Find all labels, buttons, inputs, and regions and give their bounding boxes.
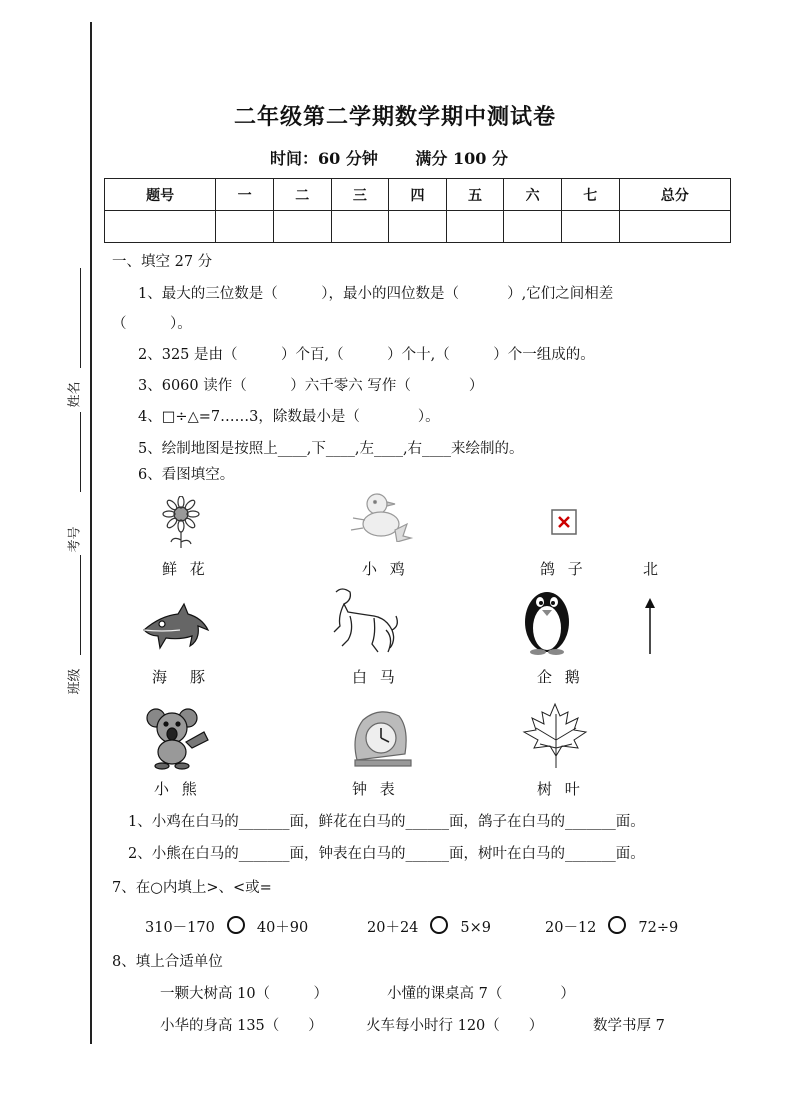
question-5: 5、绘制地图是按照上____,下____,左____,右____来绘制的。 xyxy=(138,441,524,457)
direction-fill-1: 1、小鸡在白马的_______面，鲜花在白马的______面，鸽子在白马的_______面。 xyxy=(128,814,645,830)
horse-caption: 白 马 xyxy=(352,668,399,686)
name-underline-2 xyxy=(80,412,81,492)
question-4: 4、□÷△=7……3，除数最小是（ ）。 xyxy=(138,409,440,425)
unit-c: 小华的身高 135（ ） xyxy=(160,1018,323,1034)
header-cell: 五 xyxy=(446,179,504,211)
compare-a xyxy=(145,916,308,937)
clock-icon xyxy=(345,706,417,770)
question-1-cont: （ ）。 xyxy=(112,316,192,332)
dolphin-icon xyxy=(140,596,212,658)
question-6: 6、看图填空。 xyxy=(138,467,235,483)
penguin-icon xyxy=(516,586,578,656)
clock-caption: 钟 表 xyxy=(352,780,399,798)
blank-cell[interactable] xyxy=(389,211,447,243)
section-heading: 一、填空 27 分 xyxy=(112,254,213,270)
blank-cell[interactable] xyxy=(105,211,216,243)
unit-a: 一颗大树高 10（ ） xyxy=(160,986,329,1002)
page-title: 二年级第二学期数学期中测试卷 xyxy=(233,104,556,130)
header-cell: 四 xyxy=(389,179,447,211)
name-label: 姓名 xyxy=(67,381,83,408)
chick-icon xyxy=(345,490,417,542)
id-underline xyxy=(80,555,81,655)
score-table-header-row xyxy=(105,179,731,211)
compare-c-left: 20－12 xyxy=(545,920,597,936)
dolphin-caption: 海 豚 xyxy=(152,668,210,686)
score-table xyxy=(104,178,731,243)
compare-a-left: 310－170 xyxy=(145,920,215,936)
name-underline xyxy=(80,268,81,368)
compare-a-right: 40＋90 xyxy=(256,920,309,936)
header-cell: 题号 xyxy=(105,179,216,211)
pigeon-caption: 鸽 子 xyxy=(540,560,587,578)
header-cell: 总分 xyxy=(619,179,730,211)
header-cell: 二 xyxy=(273,179,331,211)
horse-icon xyxy=(330,586,402,656)
blank-cell[interactable] xyxy=(331,211,389,243)
unit-e: 数学书厚 7 xyxy=(593,1018,665,1034)
compare-c xyxy=(545,916,678,937)
bear-caption: 小 熊 xyxy=(154,780,201,798)
flower-caption: 鲜 花 xyxy=(162,560,209,578)
header-cell: 三 xyxy=(331,179,389,211)
compare-b xyxy=(367,916,491,937)
exam-info: 时间：60 分钟 满分 100 分 xyxy=(270,149,508,168)
compare-b-left: 20＋24 xyxy=(367,920,419,936)
question-3: 3、6060 读作（ ）六千零六 写作（ ） xyxy=(138,378,484,394)
compare-circle[interactable] xyxy=(227,916,245,934)
bear-icon xyxy=(142,706,214,770)
question-7-heading: 7、在○内填上>、<或= xyxy=(112,880,272,896)
question-8-heading: 8、填上合适单位 xyxy=(112,954,223,970)
blank-cell[interactable] xyxy=(273,211,331,243)
header-cell: 七 xyxy=(561,179,619,211)
leaf-icon xyxy=(520,700,590,770)
binding-line xyxy=(90,22,92,1044)
unit-b: 小懂的课桌高 7（ ） xyxy=(387,986,575,1002)
north-arrow-icon xyxy=(640,596,660,656)
compare-b-right: 5×9 xyxy=(460,920,492,936)
north-caption: 北 xyxy=(643,560,663,578)
compare-c-right: 72÷9 xyxy=(638,920,679,936)
compare-circle[interactable] xyxy=(430,916,448,934)
unit-d: 火车每小时行 120（ ） xyxy=(366,1018,544,1034)
blank-cell[interactable] xyxy=(446,211,504,243)
blank-cell[interactable] xyxy=(216,211,274,243)
blank-cell[interactable] xyxy=(504,211,562,243)
score-table-blank-row xyxy=(105,211,731,243)
class-label: 班级 xyxy=(67,668,83,695)
compare-circle[interactable] xyxy=(608,916,626,934)
blank-cell[interactable] xyxy=(619,211,730,243)
question-2: 2、325 是由（ ）个百,（ ）个十,（ ）个一组成的。 xyxy=(138,347,595,363)
header-cell: 一 xyxy=(216,179,274,211)
blank-cell[interactable] xyxy=(561,211,619,243)
chick-caption: 小 鸡 xyxy=(362,560,409,578)
header-cell: 六 xyxy=(504,179,562,211)
direction-fill-2: 2、小熊在白马的_______面，钟表在白马的______面，树叶在白马的_______面。 xyxy=(128,846,645,862)
pigeon-icon xyxy=(528,496,600,548)
flower-icon xyxy=(145,496,217,548)
penguin-caption: 企 鹅 xyxy=(537,668,584,686)
question-1: 1、最大的三位数是（ ），最小的四位数是（ ）,它们之间相差 xyxy=(138,286,614,302)
id-label: 考号 xyxy=(67,526,83,553)
leaf-caption: 树 叶 xyxy=(537,780,584,798)
